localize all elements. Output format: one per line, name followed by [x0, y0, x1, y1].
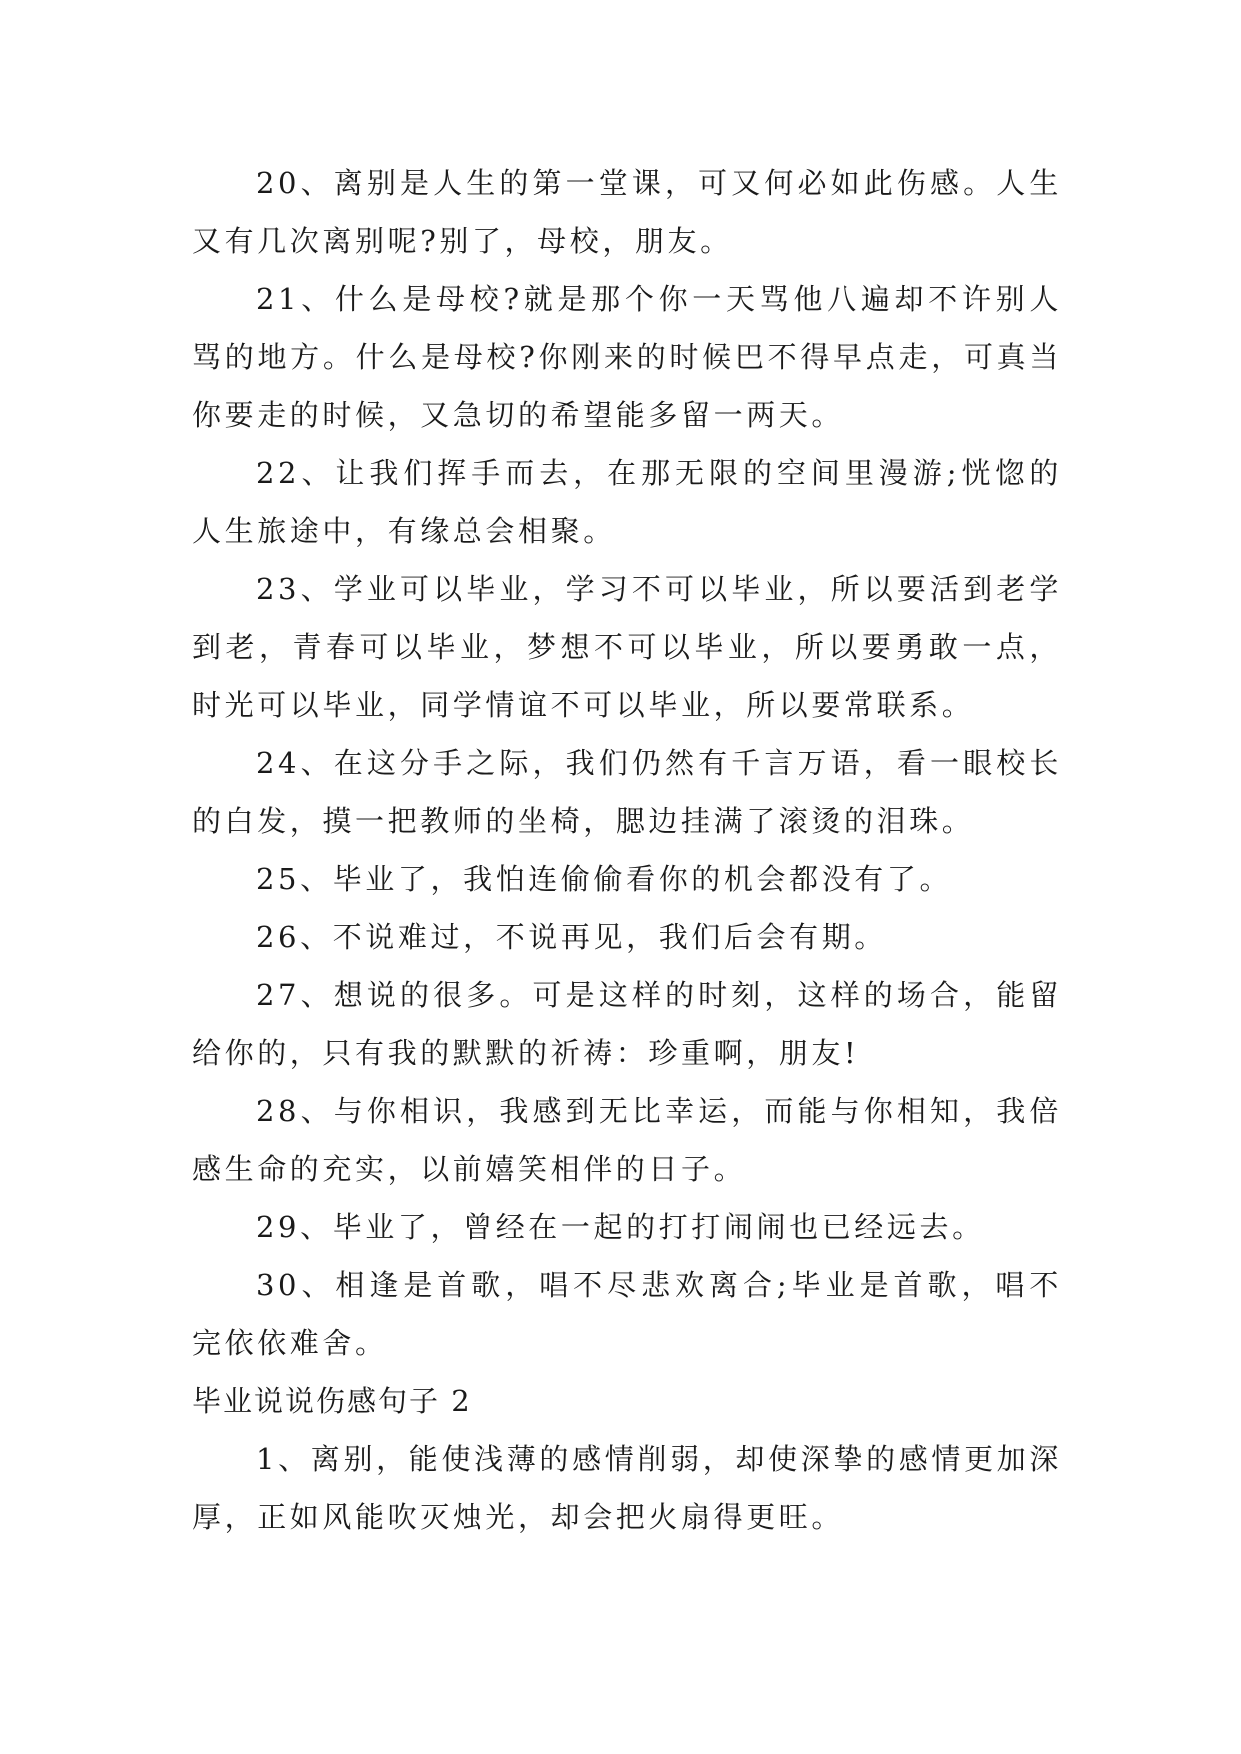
paragraph-26: 26、不说难过，不说再见，我们后会有期。 [256, 920, 887, 954]
paragraph-24: 24、在这分手之际，我们仍然有千言万语，看一眼校长的白发，摸一把教师的坐椅，腮边挂满了滚烫的泪珠。 [192, 746, 1062, 838]
paragraph-27: 27、想说的很多。可是这样的时刻，这样的场合，能留给你的，只有我的默默的祈祷：珍重啊，朋友! [192, 978, 1062, 1070]
document-body [192, 154, 1062, 1546]
paragraph-23: 23、学业可以毕业，学习不可以毕业，所以要活到老学到老，青春可以毕业，梦想不可以毕业，所以要勇敢一点，时光可以毕业，同学情谊不可以毕业，所以要常联系。 [192, 572, 1062, 722]
paragraph-25: 25、毕业了，我怕连偷偷看你的机会都没有了。 [256, 862, 953, 896]
paragraph-28: 28、与你相识，我感到无比幸运，而能与你相知，我倍感生命的充实，以前嬉笑相伴的日子。 [192, 1094, 1062, 1186]
paragraph-1: 1、离别，能使浅薄的感情削弱，却使深挚的感情更加深厚，正如风能吹灭烛光，却会把火扇得更旺。 [192, 1442, 1062, 1534]
section-heading: 毕业说说伤感句子 2 [192, 1384, 472, 1418]
paragraph-21: 21、什么是母校?就是那个你一天骂他八遍却不许别人骂的地方。什么是母校?你刚来的时候巴不得早点走，可真当你要走的时候，又急切的希望能多留一两天。 [192, 282, 1062, 432]
paragraph-22: 22、让我们挥手而去，在那无限的空间里漫游;恍惚的人生旅途中，有缘总会相聚。 [192, 456, 1062, 548]
paragraph-29: 29、毕业了，曾经在一起的打打闹闹也已经远去。 [256, 1210, 985, 1244]
paragraph-30: 30、相逢是首歌，唱不尽悲欢离合;毕业是首歌，唱不完依依难舍。 [192, 1268, 1062, 1360]
paragraph-20: 20、离别是人生的第一堂课，可又何必如此伤感。人生又有几次离别呢?别了，母校，朋友。 [192, 166, 1062, 258]
